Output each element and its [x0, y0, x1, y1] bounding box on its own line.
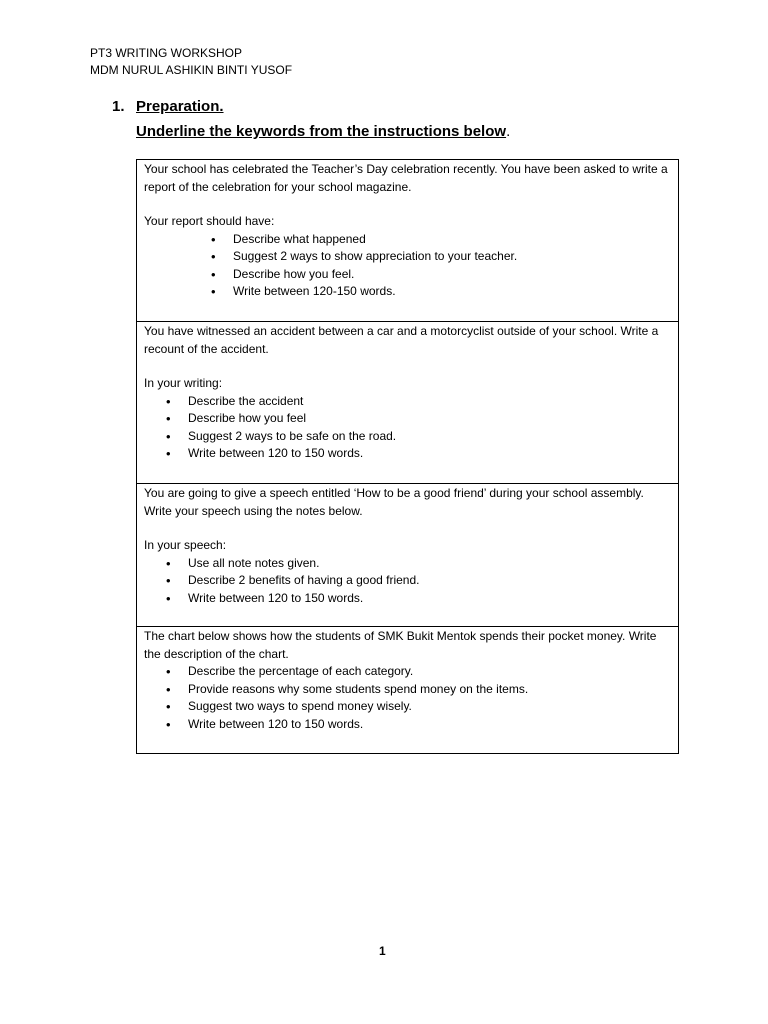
section-instruction: Underline the keywords from the instructions below	[136, 123, 507, 140]
task-prompt: The chart below shows how the students of SMK Bukit Mentok spends their pocket money. Write the description of the chart.	[144, 629, 657, 661]
task-bullet: • Describe how you feel	[144, 410, 671, 428]
task-bullet: • Describe what happened	[144, 231, 671, 249]
task-prompt: Your school has celebrated the Teacher’s Day celebration recently. You have been asked to write a report of the celebration for your school magazine.	[144, 162, 668, 194]
task-bullet-list	[144, 555, 671, 608]
page-number: 1	[379, 944, 386, 958]
task-intro: Your report should have:	[144, 214, 275, 228]
task-bullet: • Describe the accident	[144, 393, 671, 411]
task-bullet: • Suggest two ways to spend money wisely.	[144, 698, 671, 716]
task-cell-chart	[137, 627, 679, 754]
section-title: Preparation.	[136, 98, 224, 115]
task-row	[137, 322, 679, 484]
task-intro: In your speech:	[144, 538, 227, 552]
task-prompt: You are going to give a speech entitled ‘How to be a good friend’ during your school assembly. Write your speech using the notes below.	[144, 486, 644, 518]
section-number: 1.	[112, 98, 125, 115]
task-bullet-list	[144, 393, 671, 463]
task-bullet-list	[144, 231, 671, 301]
task-bullet: • Use all note notes given.	[144, 555, 671, 573]
workshop-title: PT3 WRITING WORKSHOP	[90, 46, 243, 60]
task-cell-recount	[137, 322, 679, 484]
task-prompt: You have witnessed an accident between a car and a motorcyclist outside of your school. Write a recount of the accident.	[144, 324, 659, 356]
task-bullet: • Suggest 2 ways to show appreciation to your teacher.	[144, 248, 671, 266]
task-row	[137, 160, 679, 322]
teacher-name: MDM NURUL ASHIKIN BINTI YUSOF	[90, 63, 293, 77]
section-instruction-period: .	[506, 123, 511, 140]
task-cell-speech	[137, 484, 679, 627]
task-row	[137, 627, 679, 754]
task-bullet: • Write between 120 to 150 words.	[144, 445, 671, 463]
task-row	[137, 484, 679, 627]
document-header	[90, 45, 292, 79]
task-bullet: • Write between 120-150 words.	[144, 283, 671, 301]
task-bullet: • Describe the percentage of each category.	[144, 663, 671, 681]
section-heading	[112, 94, 510, 144]
task-bullet: • Describe 2 benefits of having a good friend.	[144, 572, 671, 590]
task-bullet: • Suggest 2 ways to be safe on the road.	[144, 428, 671, 446]
task-intro: In your writing:	[144, 376, 223, 390]
task-bullet: • Write between 120 to 150 words.	[144, 590, 671, 608]
task-cell-report	[137, 160, 679, 322]
task-bullet: • Write between 120 to 150 words.	[144, 716, 671, 734]
task-bullet-list	[144, 663, 671, 733]
task-bullet: • Describe how you feel.	[144, 266, 671, 284]
task-table	[136, 159, 679, 754]
task-bullet: • Provide reasons why some students spend money on the items.	[144, 681, 671, 699]
